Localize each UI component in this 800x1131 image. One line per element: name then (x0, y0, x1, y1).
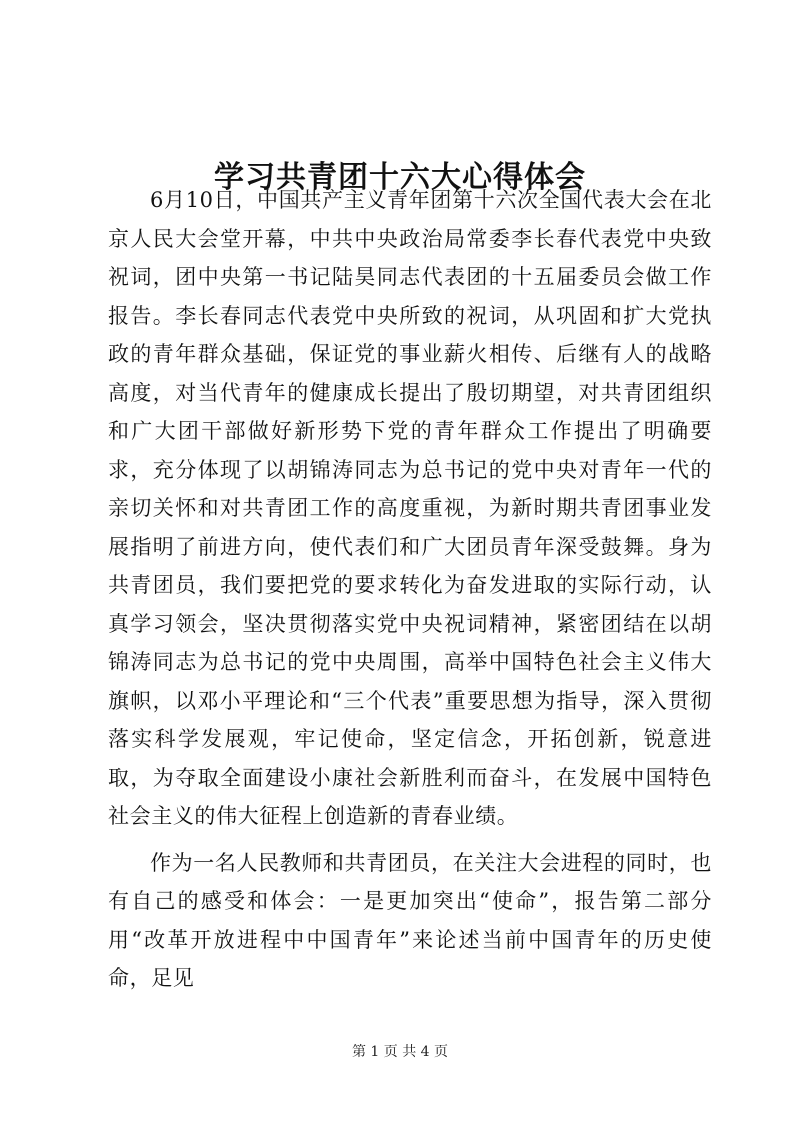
page-footer: 第 1 页 共 4 页 (351, 1044, 449, 1060)
document-body (108, 181, 712, 998)
paragraph-1: 6月10日，中国共产主义青年团第十六次全国代表大会在北京人民大会堂开幕，中共中央政治局常委李长春代表党中央致祝词，团中央第一书记陆昊同志代表团的十五届委员会做工作报告。李长春同志代表党中央所致的祝词，从巩固和扩大党执政的青年群众基础，保证党的事业薪火相传、后继有人的战略高度，对当代青年的健康成长提出了殷切期望，对共青团组织和广大团干部做好新形势下党的青年群众工作提出了明确要求，充分体现了以胡锦涛同志为总书记的党中央对青年一代的亲切关怀和对共青团工作的高度重视，为新时期共青团事业发展指明了前进方向，使代表们和广大团员青年深受鼓舞。身为共青团员，我们要把党的要求转化为奋发进取的实际行动，认真学习领会，坚决贯彻落实党中央祝词精神，紧密团结在以胡锦涛同志为总书记的党中央周围，高举中国特色社会主义伟大旗帜，以邓小平理论和“三个代表”重要思想为指导，深入贯彻落实科学发展观，牢记使命，坚定信念，开拓创新，锐意进取，为夺取全面建设小康社会新胜利而奋斗，在发展中国特色社会主义的伟大征程上创造新的青春业绩。 (108, 188, 712, 828)
paragraph-2: 作为一名人民教师和共青团员，在关注大会进程的同时，也有自己的感受和体会：一是更加突出“使命”，报告第二部分用“改革开放进程中中国青年”来论述当前中国青年的历史使命，足见 (108, 850, 712, 990)
document-title: 学习共青团十六大心得体会 (214, 160, 586, 196)
